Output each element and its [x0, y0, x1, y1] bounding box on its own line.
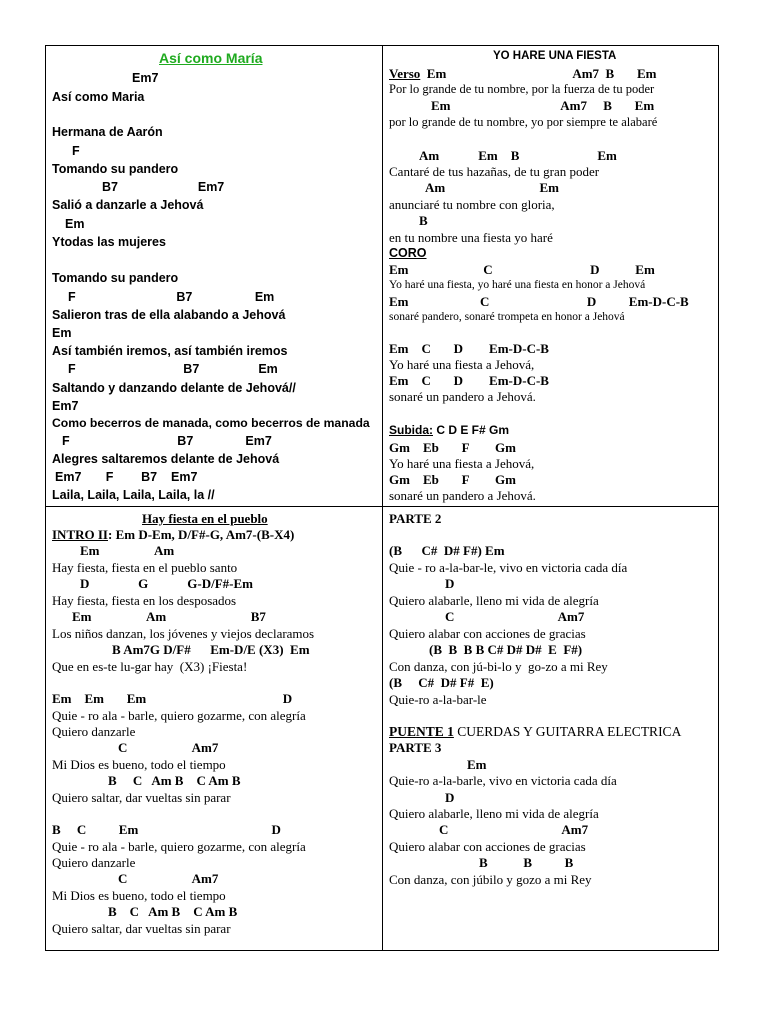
- chord-line: D: [445, 576, 455, 591]
- chord-line: D: [445, 790, 455, 805]
- lyric-line: sonaré un pandero a Jehová.: [389, 389, 536, 404]
- coro-label: CORO: [389, 246, 427, 260]
- lyric-line: Quie - ro ala - barle, quiero gozarme, con alegría: [52, 708, 306, 723]
- lyric-line: Quiero saltar, dar vueltas sin parar: [52, 790, 231, 805]
- chord-line: B B B: [479, 855, 574, 870]
- song-cell-asi-como-maria: [52, 45, 378, 505]
- lyric-line: Tomando su pandero: [52, 162, 179, 176]
- song-title: YO HARE UNA FIESTA: [493, 50, 617, 62]
- lyric-line: Salieron tras de ella alabando a Jehová: [52, 308, 286, 322]
- lyric-line: Así como Maria: [52, 90, 145, 104]
- chord-line: C Am7: [118, 871, 219, 886]
- puente-line: [389, 723, 681, 740]
- chord-line: B C Em D: [52, 822, 281, 837]
- chord-line: D G G-D/F#-Em: [80, 576, 253, 591]
- chord-line: (B C# D# F#) Em: [389, 543, 505, 558]
- lyric-line: Quiero saltar, dar vueltas sin parar: [52, 921, 231, 936]
- intro-label: INTRO II: [52, 527, 108, 542]
- lyric-line: por lo grande de tu nombre, yo por siempre te alabaré: [389, 115, 658, 129]
- chord-line: C Am7: [445, 609, 585, 624]
- song-sheet: [45, 45, 719, 951]
- chord-line: Em Am B7: [72, 609, 266, 624]
- chord-text: Em Am7 B Em: [420, 66, 657, 81]
- lyric-line: Así también iremos, así también iremos: [52, 344, 288, 358]
- chord-line: B C Am B C Am B: [108, 904, 238, 919]
- verse-label: Verso: [389, 66, 421, 81]
- column-divider: [382, 45, 383, 951]
- song-cell-hay-fiesta: [52, 507, 378, 949]
- lyric-line: Quiero danzarle: [52, 855, 136, 870]
- lyric-line: Con danza, con júbilo y gozo a mi Rey: [389, 872, 592, 887]
- lyric-line: Mi Dios es bueno, todo el tiempo: [52, 757, 226, 772]
- lyric-line: sonaré un pandero a Jehová.: [389, 488, 536, 503]
- intro-chords: : Em D-Em, D/F#-G, Am7-(B-X4): [108, 527, 295, 542]
- chord-line: F: [72, 144, 80, 158]
- lyric-line: Alegres saltaremos delante de Jehová: [52, 452, 280, 466]
- lyric-line: Ytodas las mujeres: [52, 235, 166, 249]
- chord-line: F B7 Em: [68, 290, 275, 304]
- lyric-line: Con danza, con jú-bi-lo y go-zo a mi Rey: [389, 659, 608, 674]
- lyric-line: Quie - ro a-la-bar-le, vivo en victoria cada día: [389, 560, 628, 575]
- lyric-line: Salió a danzarle a Jehová: [52, 198, 204, 212]
- lyric-line: Quie - ro ala - barle, quiero gozarme, con alegría: [52, 839, 306, 854]
- intro-line: [52, 526, 294, 543]
- lyric-line: Yo haré una fiesta a Jehová,: [389, 456, 535, 471]
- lyric-line: Como becerros de manada, como becerros de manada: [52, 416, 370, 430]
- chord-line: Em7: [52, 399, 79, 413]
- subida-line: [389, 422, 509, 439]
- lyric-line: Quiero alabarle, lleno mi vida de alegría: [389, 806, 599, 821]
- chord-line: Gm Eb F Gm: [389, 472, 516, 487]
- lyric-line: Tomando su pandero: [52, 271, 179, 285]
- puente-text: CUERDAS Y GUITARRA ELECTRICA: [453, 724, 682, 739]
- song-cell-yo-hare-una-fiesta: [389, 45, 715, 505]
- lyric-line: Los niños danzan, los jóvenes y viejos declaramos: [52, 626, 315, 641]
- lyric-line: Yo haré una fiesta, yo haré una fiesta en honor a Jehová: [389, 279, 646, 291]
- lyric-line: Quiero alabar con acciones de gracias: [389, 839, 586, 854]
- lyric-line: Que en es-te lu-gar hay (X3) ¡Fiesta!: [52, 659, 248, 674]
- chord-line: Em Em Em D: [52, 691, 293, 706]
- lyric-line: sonaré pandero, sonaré trompeta en honor a Jehová: [389, 311, 625, 323]
- chord-line: Gm Eb F Gm: [389, 440, 516, 455]
- lyric-line: Quie-ro a-la-barle, vivo en victoria cada día: [389, 773, 617, 788]
- subida-label: Subida:: [389, 423, 433, 437]
- chord-line: Em: [467, 757, 487, 772]
- lyric-line: Cantaré de tus hazañas, de tu gran poder: [389, 164, 600, 179]
- lyric-line: Hay fiesta, fiesta en el pueblo santo: [52, 560, 238, 575]
- chord-line: B7 Em7: [102, 180, 225, 194]
- chord-line: Em: [52, 326, 72, 340]
- song-cell-parte-2: [389, 507, 715, 949]
- parte2-label: PARTE 2: [389, 511, 442, 526]
- chord-line: (B C# D# F# E): [389, 675, 494, 690]
- chord-line: Am Em: [425, 180, 559, 195]
- song-title: Hay fiesta en el pueblo: [142, 511, 268, 526]
- chord-line: Em C D Em-D-C-B: [389, 373, 549, 388]
- lyric-line: Quiero alabar con acciones de gracias: [389, 626, 586, 641]
- lyric-line: Por lo grande de tu nombre, por la fuerza de tu poder: [389, 82, 655, 96]
- lyric-line: Hay fiesta, fiesta en los desposados: [52, 593, 237, 608]
- lyric-line: Saltando y danzando delante de Jehová//: [52, 381, 296, 395]
- chord-line: Em: [65, 217, 85, 231]
- parte3-label: PARTE 3: [389, 740, 442, 755]
- chord-line: F B7 Em7: [62, 434, 272, 448]
- lyric-line: anunciaré tu nombre con gloria,: [389, 197, 555, 212]
- lyric-line: en tu nombre una fiesta yo haré: [389, 230, 553, 245]
- lyric-line: Quiero danzarle: [52, 724, 136, 739]
- lyric-line: Quie-ro a-la-bar-le: [389, 692, 487, 707]
- chord-line: Em C D Em: [389, 262, 655, 277]
- subida-chords: C D E F# Gm: [433, 423, 510, 437]
- lyric-line: Yo haré una fiesta a Jehová,: [389, 357, 535, 372]
- verse-chord-line: [389, 65, 656, 82]
- chord-line: Em Am7 B Em: [431, 98, 655, 113]
- chord-line: Em Am: [80, 543, 175, 558]
- chord-line: F B7 Em: [68, 362, 278, 376]
- lyric-line: Laila, Laila, Laila, Laila, la //: [52, 488, 215, 502]
- lyric-line: Quiero alabarle, lleno mi vida de alegría: [389, 593, 599, 608]
- puente-label: PUENTE 1: [389, 724, 454, 739]
- chord-line: C Am7: [118, 740, 219, 755]
- lyric-line: Mi Dios es bueno, todo el tiempo: [52, 888, 226, 903]
- chord-line: Em7 F B7 Em7: [55, 470, 198, 484]
- chord-line: B: [419, 213, 428, 228]
- chord-line: C Am7: [439, 822, 589, 837]
- chord-line: Am Em B Em: [419, 148, 617, 163]
- chord-line: B C Am B C Am B: [108, 773, 241, 788]
- chord-line: (B B B B C# D# D# E F#): [429, 642, 583, 657]
- chord-line: Em7: [132, 71, 159, 85]
- chord-line: Em C D Em-D-C-B: [389, 341, 549, 356]
- lyric-line: Hermana de Aarón: [52, 125, 163, 139]
- chord-line: Em C D Em-D-C-B: [389, 294, 689, 309]
- chord-line: B Am7G D/F# Em-D/E (X3) Em: [112, 642, 310, 657]
- song-title: Así como María: [159, 50, 263, 66]
